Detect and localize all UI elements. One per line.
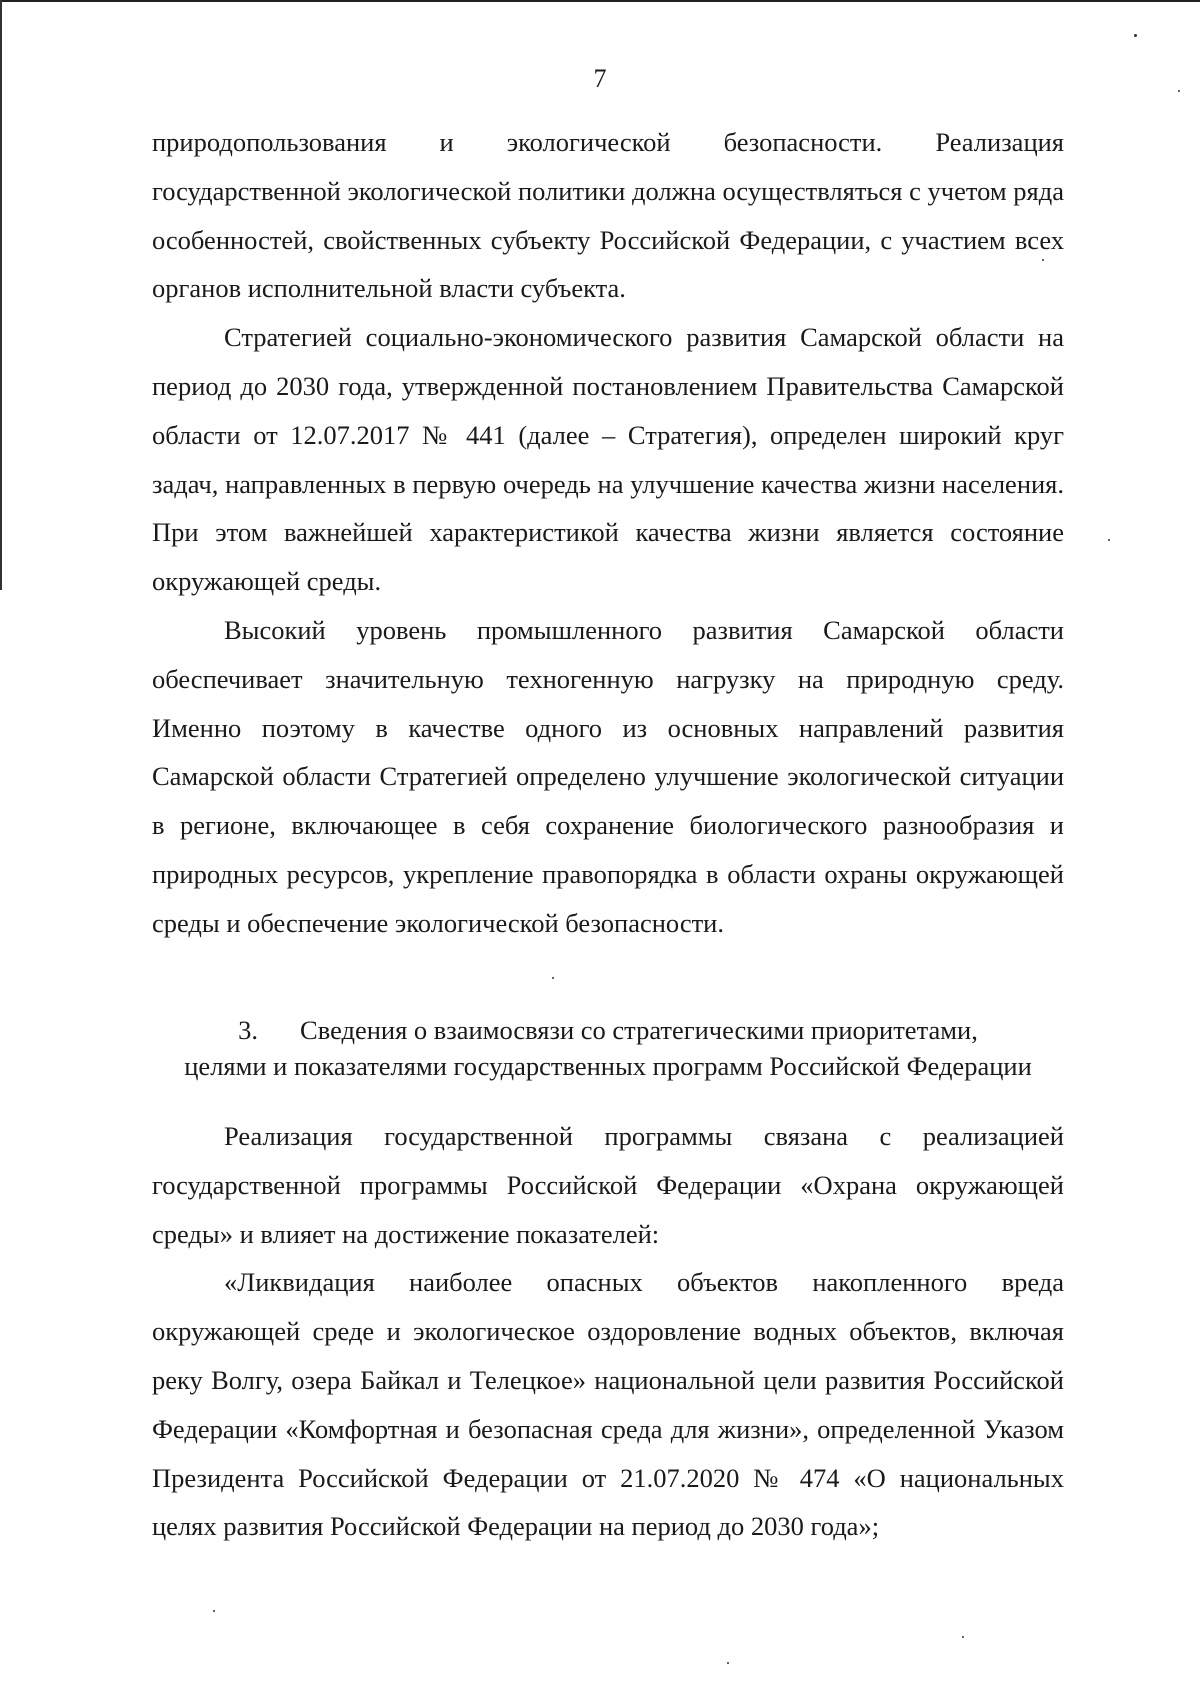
paragraph-continuation: природопользования и экологической безопасности. Реализация государственной экологической политики должна осуществляться с учетом ряда особенностей, свойственных субъекту Российской Федерации, с участием всех органов исполнительной власти субъекта. xyxy=(152,127,1064,304)
scan-speck xyxy=(1134,34,1137,37)
section-heading xyxy=(152,1012,1064,1084)
scan-speck xyxy=(727,1662,729,1664)
paragraph-strategy: Стратегией социально-экономического развития Самарской области на период до 2030 года, утвержденной постановлением Правительства Самарской области от 12.07.2017 № 441 (далее – Стратегия), определен широкий круг задач, направленных в первую очередь на улучшение качества жизни населения. При этом важнейшей характеристикой качества жизни является состояние окружающей среды. xyxy=(152,322,1064,597)
scan-speck xyxy=(1108,539,1110,541)
section-title-line2: целями и показателями государственных программ Российской Федерации xyxy=(184,1051,1032,1081)
scan-speck xyxy=(962,1636,964,1638)
paragraph-program-link: Реализация государственной программы связана с реализацией государственной программы Российской Федерации «Охрана окружающей среды» и влияет на достижение показателей: xyxy=(152,1121,1064,1249)
body-text-bottom xyxy=(152,1112,1064,1551)
scan-border-top xyxy=(0,0,1200,2)
section-title-line1: Сведения о взаимосвязи со стратегическими приоритетами, xyxy=(300,1015,978,1045)
paragraph-industrial-level: Высокий уровень промышленного развития Самарской области обеспечивает значительную техногенную нагрузку на природную среду. Именно поэтому в качестве одного из основных направлений развития Самарской области Стратегией определено улучшение экологической ситуации в регионе, включающее в себя сохранение биологического разнообразия и природных ресурсов, укрепление правопорядка в области охраны окружающей среды и обеспечение экологической безопасности. xyxy=(152,614,1064,938)
section-number: 3. xyxy=(238,1015,259,1045)
page-number: 7 xyxy=(593,64,607,93)
body-text-top xyxy=(152,118,1064,948)
scan-speck xyxy=(552,977,554,979)
paragraph-indicator: «Ликвидация наиболее опасных объектов накопленного вреда окружающей среде и экологическое оздоровление водных объектов, включая реку Волгу, озера Байкал и Телецкое» национальной цели развития Российской Федерации «Комфортная и безопасная среда для жизни», определенной Указом Президента Российской Федерации от 21.07.2020 № 474 «О национальных целях развития Российской Федерации на период до 2030 года»; xyxy=(152,1267,1064,1542)
scan-speck xyxy=(213,1610,215,1612)
